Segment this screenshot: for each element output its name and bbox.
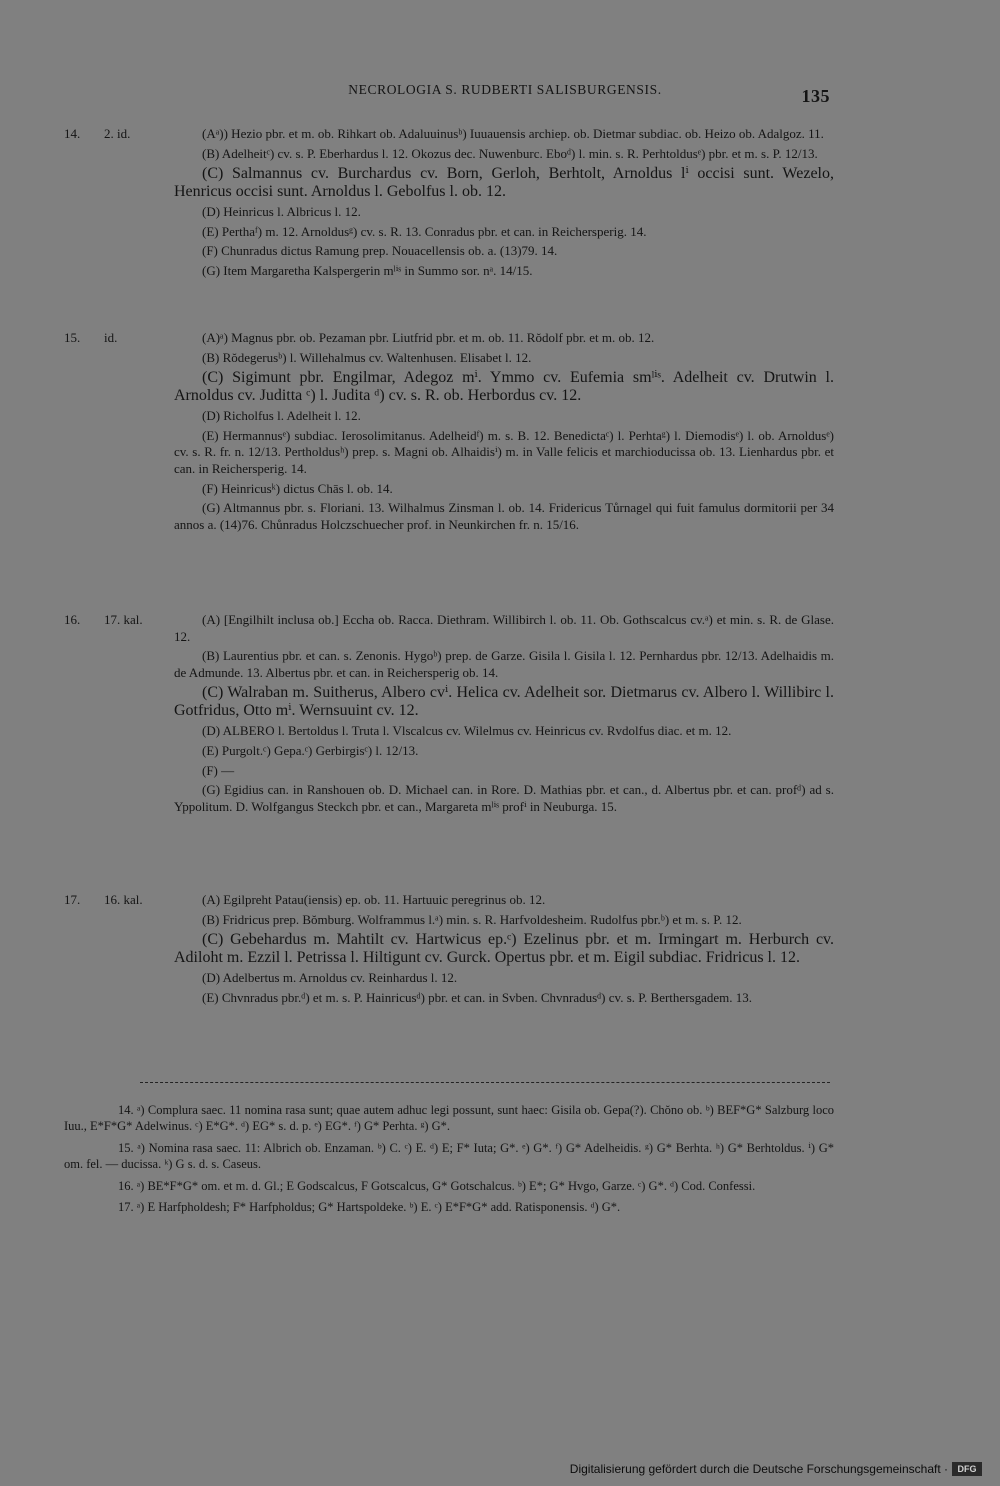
entry-line: (A) Egilpreht Patau(iensis) ep. ob. 11. Hartuuic peregrinus ob. 12. — [202, 892, 546, 907]
entry-line: (B) Rŏdegerusᵇ) l. Willehalmus cv. Waltenhusen. Elisabet l. 12. — [202, 349, 532, 365]
entry-line: (G) Item Margaretha Kalspergerin mˡⁱˢ in Summo sor. nᵃ. 14/15. — [202, 262, 533, 278]
entry-body — [174, 892, 834, 1006]
entry-line: (A) [Engilhilt inclusa ob.] Eccha ob. Racca. Diethram. Willibirch l. ob. 11. Ob. Gothscalcus cv.ᵃ) et min. s. R. de Glase. 12. — [174, 612, 834, 644]
entry-line: (E) Chvnradus pbr.ᵈ) et m. s. P. Hainricusᵈ) pbr. et can. in Svben. Chvnradusᵈ) cv. s. P. Berthersgadem. 13. — [202, 989, 752, 1005]
entry-line: (D) Heinricus l. Albricus l. 12. — [202, 204, 361, 220]
entry-line: (C) Walraban m. Suitherus, Albero cvⁱ. Helica cv. Adelheit sor. Dietmarus cv. Albero l. Willibirc l. Gotfridus, Otto mⁱ. Wernsuuint cv. 12. — [174, 684, 834, 720]
footnotes — [64, 1102, 834, 1220]
footnote: 15. ᵃ) Nomina rasa saec. 11: Albrich ob. Enzaman. ᵇ) C. ᶜ) E. ᵈ) E; F* Iuta; G*. ᵉ) G*. ᶠ) G* Adelheidis. ᵍ) G* Berhta. ʰ) G* Berhtoldus. ⁱ) G* om. fel. — ducissa. ᵏ) G s. d. s. Caseus. — [64, 1140, 834, 1172]
entry-date: 17. kal. — [104, 612, 143, 627]
entry-number: 16. — [64, 612, 81, 627]
entry-body — [174, 612, 834, 815]
entry-line: (F) — — [202, 762, 235, 778]
entry-number: 17. — [64, 892, 81, 907]
entry-line: (C) Gebehardus m. Mahtilt cv. Hartwicus ep.ᶜ) Ezelinus pbr. et m. Irmingart m. Herburch cv. Adiloht m. Ezzil l. Petrissa l. Hiltigunt cv. Gurck. Opertus pbr. et m. Eigil subdiac. Fridricus l. 12. — [174, 931, 834, 967]
entry-date: id. — [104, 330, 118, 345]
page-header: NECROLOGIA S. RUDBERTI SALISBURGENSIS. — [348, 82, 662, 97]
entry-line: (B) Adelheitᶜ) cv. s. P. Eberhardus l. 12. Okozus dec. Nuwenburc. Eboᵈ) l. min. s. R. Perhtoldusᵉ) pbr. et m. s. P. 12/13. — [202, 145, 818, 161]
dfg-logo-icon: DFG — [952, 1462, 982, 1476]
entry-15 — [64, 330, 834, 536]
entry-line: (E) Perthaᶠ) m. 12. Arnoldusᵍ) cv. s. R. 13. Conradus pbr. et can. in Reichersperig. 14. — [202, 223, 647, 239]
footnote-divider — [140, 1082, 830, 1083]
entry-line: (F) Heinricusᵏ) dictus Chās l. ob. 14. — [202, 480, 393, 496]
entry-line: (E) Hermannusᵉ) subdiac. Ierosolimitanus. Adelheidᶠ) m. s. B. 12. Benedictaᶜ) l. Perhtaᵍ) l. Diemodisᵉ) l. ob. Arnoldusᵉ) cv. s. R. fr. n. 12/13. Pertholdusʰ) prep. s. Magni ob. Alhaidisⁱ) m. in Valle felicis et marchioducissa ob. 13. Lienhardus pbr. et can. in Reichersperig. 14. — [174, 427, 834, 476]
entry-date: 2. id. — [104, 126, 131, 141]
entry-line: (C) Salmannus cv. Burchardus cv. Born, Gerloh, Berhtolt, Arnoldus lⁱ occisi sunt. Wezelo, Henricus occisi sunt. Arnoldus l. Gebolfus l. ob. 12. — [174, 165, 834, 201]
footnote: 17. ᵃ) E Harfpholdesh; F* Harfpholdus; G* Hartspoldeke. ᵇ) E. ᶜ) E*F*G* add. Ratisponensis. ᵈ) G*. — [118, 1200, 621, 1215]
entry-17 — [64, 892, 834, 1009]
page-number: 135 — [801, 86, 830, 106]
entry-line: (G) Egidius can. in Ranshouen ob. D. Michael can. in Rore. D. Mathias pbr. et can., d. Albertus pbr. et can. profᵈ) ad s. Yppolitum. D. Wolfgangus Steckch pbr. et can., Margareta mˡⁱˢ profⁱ in Neuburga. 15. — [174, 782, 834, 814]
entry-line: (D) ALBERO l. Bertoldus l. Truta l. Vlscalcus cv. Wilelmus cv. Heinricus cv. Rvdolfus diac. et m. 12. — [202, 723, 732, 739]
footer-text: Digitalisierung gefördert durch die Deutsche Forschungsgemeinschaft · — [569, 1462, 948, 1476]
entry-line: (A)ᵃ) Magnus pbr. ob. Pezaman pbr. Liutfrid pbr. et m. ob. 11. Rŏdolf pbr. et m. ob. 12. — [202, 330, 655, 345]
entry-body — [174, 126, 834, 280]
entry-line: (G) Altmannus pbr. s. Floriani. 13. Wilhalmus Zinsman l. ob. 14. Fridericus Tůrnagel qui fuit famulus dormitorii per 34 annos a. (14)76. Chůnradus Holczschuecher prof. in Neunkirchen fr. n. 15/16. — [174, 500, 834, 532]
entry-body — [174, 330, 834, 533]
entry-line: (Aᵃ)) Hezio pbr. et m. ob. Rihkart ob. Adaluuinusᵇ) Iuuauensis archiep. ob. Dietmar subdiac. ob. Heizo ob. Adalgoz. 11. — [202, 126, 824, 141]
entry-date: 16. kal. — [104, 892, 143, 907]
entry-line: (D) Richolfus l. Adelheit l. 12. — [202, 408, 361, 424]
entry-16 — [64, 612, 834, 818]
entry-line: (D) Adelbertus m. Arnoldus cv. Reinhardus l. 12. — [202, 970, 458, 986]
entry-number: 14. — [64, 126, 81, 141]
entry-14 — [64, 126, 834, 283]
footnote: 16. ᵃ) BE*F*G* om. et m. d. Gl.; E Godscalcus, F Gotscalcus, G* Gotschalcus. ᵇ) E*; G* Hvgo, Garze. ᶜ) G*. ᵈ) Cod. Confessi. — [118, 1178, 756, 1193]
entry-line: (C) Sigimunt pbr. Engilmar, Adegoz mⁱ. Ymmo cv. Eufemia smˡⁱˢ. Adelheit cv. Drutwin l. Arnoldus cv. Juditta ᶜ) l. Judita ᵈ) cv. s. R. ob. Herbordus cv. 12. — [174, 369, 834, 405]
entry-line: (B) Laurentius pbr. et can. s. Zenonis. Hygoᵇ) prep. de Garze. Gisila l. Gisila l. 12. Pernhardus pbr. 12/13. Adelhaidis m. de Admunde. 13. Albertus pbr. et can. in Reichersperig ob. 14. — [174, 648, 834, 680]
entry-line: (F) Chunradus dictus Ramung prep. Nouacellensis ob. a. (13)79. 14. — [202, 243, 558, 259]
digitization-footer — [570, 1462, 982, 1476]
footnote: 14. ᵃ) Complura saec. 11 nomina rasa sunt; quae autem adhuc legi possunt, sunt haec: Gisila ob. Gepa(?). Chŏno ob. ᵇ) BEF*G* Salzburg loco Iuu., E*F*G* Adelwinus. ᶜ) E*G*. ᵈ) EG* s. d. p. ᵉ) EG*. ᶠ) G* Perhta. ᵍ) G*. — [64, 1103, 834, 1134]
entry-number: 15. — [64, 330, 81, 345]
entry-line: (B) Fridricus prep. Bŏmburg. Wolframmus l.ᵃ) min. s. R. Harfvoldesheim. Rudolfus pbr.ᵇ) et m. s. P. 12. — [202, 911, 742, 927]
entry-line: (E) Purgolt.ᶜ) Gepa.ᶜ) Gerbirgisᶜ) l. 12/13. — [202, 742, 419, 758]
